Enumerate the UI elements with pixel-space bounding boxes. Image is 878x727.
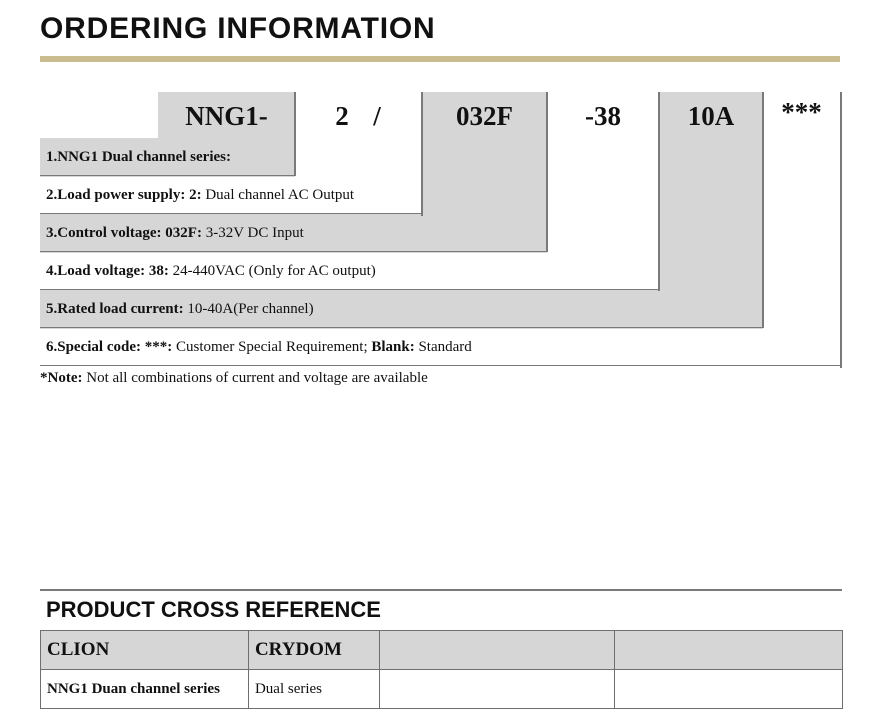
table-row [41, 670, 843, 709]
row-5-value: 10-40A(Per channel) [187, 301, 314, 317]
cell-crydom: Dual series [248, 670, 379, 709]
page-title: ORDERING INFORMATION [40, 12, 436, 45]
code-control: 032F [456, 101, 513, 131]
cell-empty-2 [615, 670, 843, 709]
code-current: 10A [687, 101, 735, 131]
row-2-value: Dual channel AC Output [205, 187, 355, 203]
row-6-label: 6.Special code: ***: [46, 339, 173, 355]
cell-clion: NNG1 Duan channel series [41, 670, 249, 709]
code-slash: / [373, 101, 381, 131]
title-divider [40, 56, 840, 62]
row-5-label: 5.Rated load current: [46, 301, 184, 317]
ordering-row-1 [40, 138, 295, 176]
ordering-row-3 [40, 214, 547, 252]
code-supply: 2 [335, 101, 349, 131]
cell-empty-1 [379, 670, 615, 709]
row-6-value-2: Standard [418, 339, 472, 355]
row-4-label: 4.Load voltage: 38: [46, 263, 169, 279]
ordering-row-6 [40, 328, 842, 366]
ordering-row-4 [40, 252, 659, 290]
note-label: *Note: [40, 370, 83, 386]
header-empty-1 [379, 631, 615, 670]
ordering-row-5 [40, 290, 763, 328]
code-special: *** [781, 97, 822, 127]
availability-note [40, 370, 428, 387]
cross-reference-title: PRODUCT CROSS REFERENCE [46, 597, 381, 622]
cross-reference-divider [40, 589, 842, 591]
cross-reference-table [40, 630, 843, 709]
row-1-label: 1.NNG1 Dual channel series: [46, 149, 231, 165]
note-text: Not all combinations of current and voltage are available [86, 370, 428, 386]
header-clion: CLION [41, 631, 249, 670]
code-series: NNG1- [185, 101, 268, 131]
table-header-row [41, 631, 843, 670]
row-6-value: Customer Special Requirement; [175, 339, 368, 355]
row-6-label-2: Blank: [371, 339, 415, 355]
row-4-value: 24-440VAC (Only for AC output) [172, 263, 376, 279]
row-3-label: 3.Control voltage: 032F: [46, 225, 202, 241]
code-load: -38 [585, 101, 621, 131]
header-empty-2 [615, 631, 843, 670]
row-3-value: 3-32V DC Input [205, 225, 304, 241]
special-right-border [840, 92, 842, 368]
ordering-row-2 [40, 176, 422, 214]
row-2-label: 2.Load power supply: 2: [46, 187, 202, 203]
header-crydom: CRYDOM [248, 631, 379, 670]
